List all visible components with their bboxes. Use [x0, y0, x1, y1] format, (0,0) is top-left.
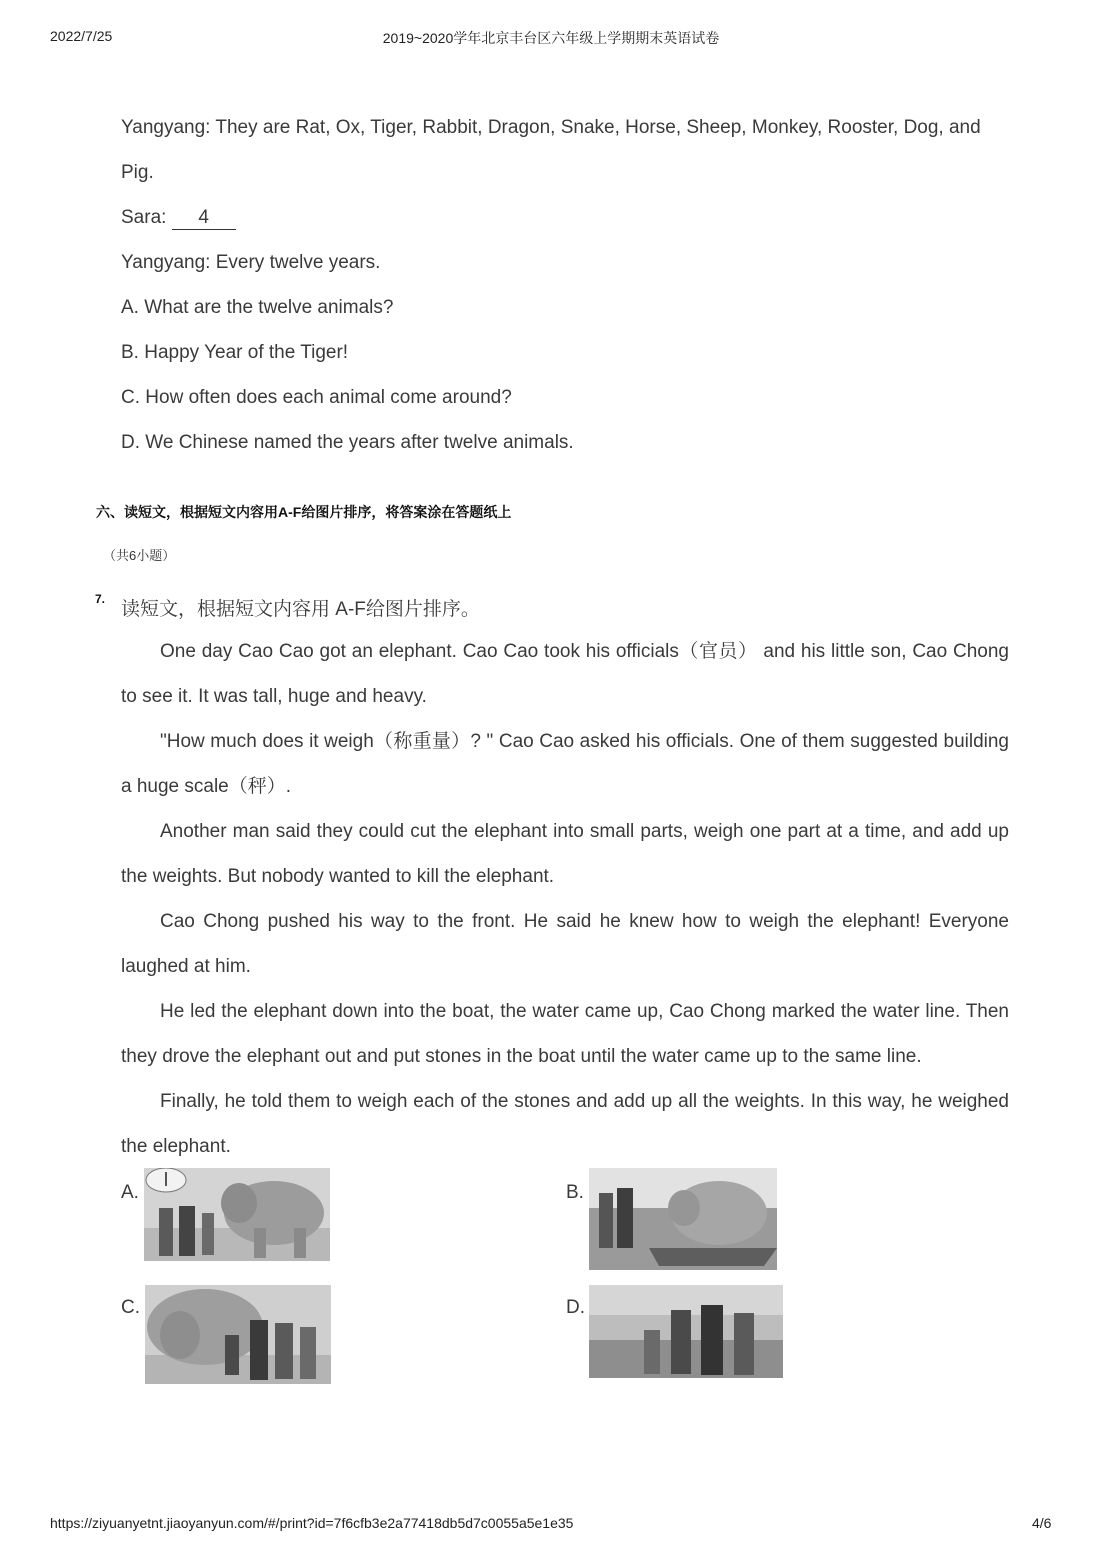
page-url: https://ziyuanyetnt.jiaoyanyun.com/#/print?id=7f6cfb3e2a77418db5d7c0055a5e1e35: [50, 1515, 574, 1531]
picture-label-b: B.: [566, 1182, 584, 1203]
picture-label-d: D.: [566, 1297, 585, 1318]
story-paragraph: He led the elephant down into the boat, the water came up, Cao Chong marked the water line. Then they drove the elephant out and put stones in the boat until the water came up to the same line.: [121, 1001, 1009, 1067]
page-title: 2019~2020学年北京丰台区六年级上学期期末英语试卷: [382, 30, 720, 46]
story-paragraph: Cao Chong pushed his way to the front. He said he knew how to weigh the elephant! Everyone laughed at him.: [121, 911, 1009, 977]
dialogue-line-cont: Pig.: [121, 162, 154, 183]
story-paragraph: "How much does it weigh（称重量）? " Cao Cao asked his officials. One of them suggested building a huge scale（秤）.: [121, 731, 1009, 797]
dialogue-line: Yangyang: They are Rat, Ox, Tiger, Rabbit, Dragon, Snake, Horse, Sheep, Monkey, Rooster, Dog, and: [121, 117, 981, 138]
story-paragraph: Another man said they could cut the elephant into small parts, weigh one part at a time, and add up the weights. But nobody wanted to kill the elephant.: [121, 821, 1009, 887]
picture-a: [144, 1168, 330, 1261]
picture-label-c: C.: [121, 1297, 140, 1318]
page-number: 4/6: [1032, 1515, 1052, 1531]
story-paragraph: Finally, he told them to weigh each of the stones and add up all the weights. In this way, he weighed the elephant.: [121, 1091, 1009, 1157]
option-d: D. We Chinese named the years after twelve animals.: [121, 432, 574, 453]
picture-b: [589, 1168, 777, 1270]
picture-c: [145, 1285, 331, 1384]
question-number: 7.: [95, 592, 106, 606]
question-prompt: 读短文，根据短文内容用 A-F给图片排序。: [121, 599, 480, 620]
section-count: （共6小题）: [103, 548, 176, 563]
dialogue-sara: [121, 207, 236, 230]
dialogue-line: Yangyang: Every twelve years.: [121, 252, 381, 273]
answer-blank: 4: [172, 207, 236, 230]
story-paragraph: One day Cao Cao got an elephant. Cao Cao took his officials（官员） and his little son, Cao Chong to see it. It was tall, huge and heavy.: [121, 641, 1009, 707]
option-b: B. Happy Year of the Tiger!: [121, 342, 349, 363]
picture-label-a: A.: [121, 1182, 139, 1203]
speaker-label: Sara:: [121, 207, 172, 228]
option-c: C. How often does each animal come around?: [121, 387, 512, 408]
print-date: 2022/7/25: [50, 28, 113, 44]
option-a: A. What are the twelve animals?: [121, 297, 394, 318]
section-title: 六、读短文，根据短文内容用A-F给图片排序，将答案涂在答题纸上: [96, 504, 512, 520]
picture-d: [589, 1285, 783, 1378]
